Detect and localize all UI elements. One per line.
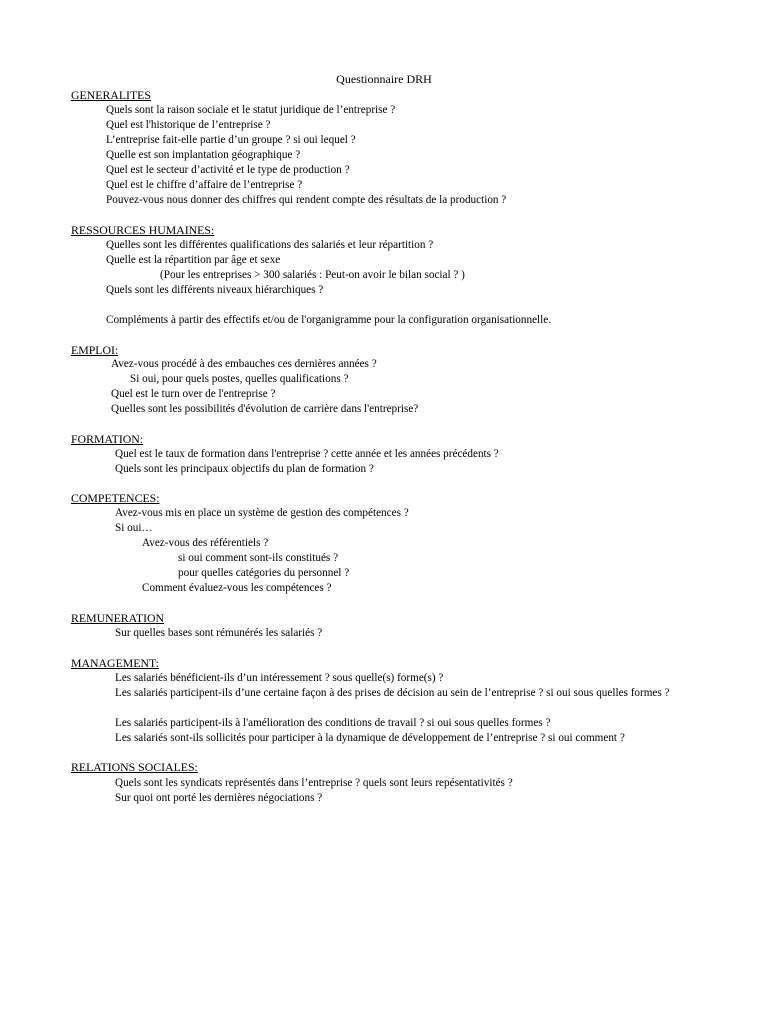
section-heading-ressources-humaines: RESSOURCES HUMAINES: <box>71 223 215 237</box>
question: Sur quoi ont porté les dernières négociations ? <box>115 792 323 804</box>
question: Si oui… <box>115 522 153 534</box>
question: Quels sont les différents niveaux hiérarchiques ? <box>106 284 324 296</box>
question: Quel est le taux de formation dans l'entreprise ? cette année et les années précédents ? <box>115 448 499 460</box>
question: Les salariés participent-ils à l'amélioration des conditions de travail ? si oui sous quelles formes ? <box>115 717 551 729</box>
question: Compléments à partir des effectifs et/ou de l'organigramme pour la configuration organisationnelle. <box>106 314 552 326</box>
section-heading-generalites: GENERALITES <box>71 88 151 102</box>
question: Avez-vous des référentiels ? <box>142 537 269 549</box>
question: Sur quelles bases sont rémunérés les salariés ? <box>115 627 323 639</box>
section-heading-management: MANAGEMENT: <box>71 656 159 670</box>
question-note: (Pour les entreprises > 300 salariés : Peut-on avoir le bilan social ? ) <box>160 269 465 281</box>
question: Quels sont les principaux objectifs du plan de formation ? <box>115 463 374 475</box>
question: Quel est l'historique de l’entreprise ? <box>106 119 271 131</box>
section-heading-emploi: EMPLOI: <box>71 343 119 357</box>
question: Quels sont la raison sociale et le statut juridique de l’entreprise ? <box>106 104 396 116</box>
question: L’entreprise fait-elle partie d’un groupe ? si oui lequel ? <box>106 134 356 146</box>
question: Avez-vous mis en place un système de gestion des compétences ? <box>115 507 409 519</box>
question: Les salariés bénéficient-ils d’un intéressement ? sous quelle(s) forme(s) ? <box>115 672 444 684</box>
question: pour quelles catégories du personnel ? <box>178 567 350 579</box>
question: Si oui, pour quels postes, quelles qualifications ? <box>130 373 349 385</box>
question: Les salariés participent-ils d’une certaine façon à des prises de décision au sein de l’entreprise ? si oui sous quelles formes ? <box>115 687 670 699</box>
question: Quelles sont les possibilités d'évolution de carrière dans l'entreprise? <box>111 403 419 415</box>
section-heading-remuneration: REMUNERATION <box>71 611 165 625</box>
question: Quel est le turn over de l'entreprise ? <box>111 388 276 400</box>
question: Quelle est la répartition par âge et sexe <box>106 254 281 266</box>
question: Pouvez-vous nous donner des chiffres qui rendent compte des résultats de la production ? <box>106 194 507 206</box>
question: Quels sont les syndicats représentés dans l’entreprise ? quels sont leurs repésentativités ? <box>115 777 513 789</box>
question: Quelles sont les différentes qualifications des salariés et leur répartition ? <box>106 239 434 251</box>
question: Les salariés sont-ils sollicités pour participer à la dynamique de développement de l’entreprise ? si oui comment ? <box>115 732 625 744</box>
page-title: Questionnaire DRH <box>336 72 432 86</box>
question: Quelle est son implantation géographique ? <box>106 149 301 161</box>
section-heading-formation: FORMATION: <box>71 432 144 446</box>
section-heading-relations-sociales: RELATIONS SOCIALES: <box>71 760 198 774</box>
section-heading-competences: COMPETENCES: <box>71 491 160 505</box>
question: Quel est le secteur d’activité et le type de production ? <box>106 164 350 176</box>
question: Avez-vous procédé à des embauches ces dernières années ? <box>111 358 377 370</box>
question: Comment évaluez-vous les compétences ? <box>142 582 332 594</box>
question: si oui comment sont-ils constitués ? <box>178 552 339 564</box>
question: Quel est le chiffre d’affaire de l’entreprise ? <box>106 179 303 191</box>
